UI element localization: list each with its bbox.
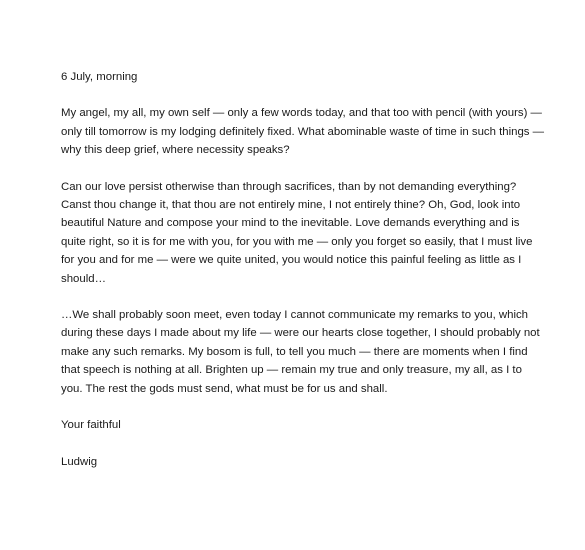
paragraph-line: only till tomorrow is my lodging definitely fixed. What abominable waste of time in such things —	[61, 125, 545, 138]
paragraph-line: why this deep grief, where necessity speaks?	[61, 144, 290, 157]
paragraph-line: quite right, so it is for me with you, for you with me — only you forget so easily, that I must live	[61, 235, 533, 248]
closing-line: Your faithful	[61, 419, 121, 432]
paragraph-line: …We shall probably soon meet, even today I cannot communicate my remarks to you, which	[61, 309, 529, 322]
paragraph-line: beautiful Nature and compose your mind to the inevitable. Love demands everything and is	[61, 217, 520, 230]
letter-closing	[61, 416, 521, 434]
letter-signature	[61, 453, 521, 471]
signature-line: Ludwig	[61, 455, 98, 468]
paragraph-2	[61, 178, 533, 288]
paragraph-1	[61, 104, 545, 159]
paragraph-line: for you and for me — were we quite united, you would notice this painful feeling as little as I	[61, 254, 522, 267]
paragraph-3	[61, 306, 540, 398]
paragraph-line: during these days I made about my life — were our hearts close together, I should probably not	[61, 327, 540, 340]
date-line: 6 July, morning	[61, 71, 138, 83]
letter-date	[61, 68, 521, 86]
paragraph-line: Can our love persist otherwise than through sacrifices, than by not demanding everything?	[61, 180, 517, 193]
paragraph-line: should…	[61, 272, 106, 285]
paragraph-line: that speech is nothing at all. Brighten up — remain my true and only treasure, my all, as I to	[61, 364, 522, 377]
paragraph-line: Canst thou change it, that thou are not entirely mine, I not entirely thine? Oh, God, look into	[61, 199, 521, 212]
letter-body	[61, 68, 545, 471]
paragraph-line: My angel, my all, my own self — only a few words today, and that too with pencil (with yours) —	[61, 107, 542, 120]
paragraph-line: you. The rest the gods must send, what must be for us and shall.	[61, 382, 388, 395]
paragraph-line: make any such remarks. My bosom is full, to tell you much — there are moments when I find	[61, 345, 528, 358]
